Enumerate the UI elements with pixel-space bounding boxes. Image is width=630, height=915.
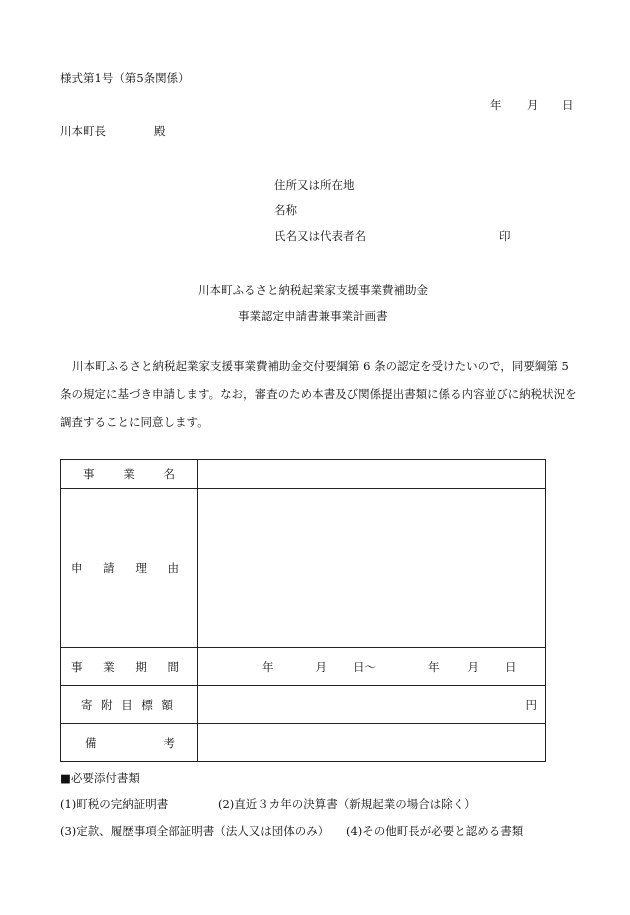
row-reason xyxy=(61,489,546,648)
row-remarks xyxy=(61,724,546,762)
period-end-year: 年 xyxy=(428,659,440,674)
period-start-year: 年 xyxy=(262,659,274,674)
label-char: 寄 xyxy=(81,697,93,712)
row-donation-target xyxy=(61,686,546,724)
date-year-label: 年 xyxy=(490,98,502,112)
label-char: 業 xyxy=(123,467,135,481)
label-char: 申 xyxy=(71,561,83,575)
label-char: 理 xyxy=(135,561,147,575)
attachment-item-2: (2)直近３カ年の決算書（新規起業の場合は除く） xyxy=(218,797,476,811)
honorific: 殿 xyxy=(154,124,166,138)
label-char: 由 xyxy=(167,561,179,575)
label-project-name xyxy=(61,460,198,489)
row-project-name xyxy=(61,460,546,489)
address-label: 住所又は所在地 xyxy=(274,178,355,192)
yen-unit: 円 xyxy=(525,697,537,712)
period-end-month: 月 xyxy=(467,659,479,674)
form-number: 様式第1号（第5条関係） xyxy=(60,71,190,85)
label-char: 考 xyxy=(163,735,175,750)
label-char: 名 xyxy=(163,467,175,481)
label-remarks xyxy=(61,724,198,762)
field-reason[interactable] xyxy=(198,489,546,648)
label-char: 目 xyxy=(121,697,133,712)
label-char: 事 xyxy=(83,467,95,481)
attachments-heading: ■必要添付書類 xyxy=(60,771,140,785)
field-donation-target[interactable] xyxy=(198,686,546,724)
application-table xyxy=(60,459,546,762)
label-reason xyxy=(61,489,198,648)
field-period[interactable] xyxy=(198,648,546,686)
date-day-label: 日 xyxy=(562,98,574,112)
row-period xyxy=(61,648,546,686)
addressee: 川本町長 xyxy=(60,124,106,138)
attachment-item-1: (1)町税の完納証明書 xyxy=(60,797,169,811)
label-char: 業 xyxy=(103,659,115,674)
date-month-label: 月 xyxy=(527,98,539,112)
label-char: 請 xyxy=(103,561,115,575)
name-label: 名称 xyxy=(274,203,297,217)
label-char: 間 xyxy=(167,659,179,674)
document-title-line2: 事業認定申請書兼事業計画書 xyxy=(238,309,388,323)
label-donation-target xyxy=(61,686,198,724)
attachment-item-4: (4)その他町長が必要と認める書類 xyxy=(346,824,524,838)
seal-mark: 印 xyxy=(499,229,511,243)
application-statement: 川本町ふるさと納税起業家支援事業費補助金交付要綱第 6 条の認定を受けたいので，同要綱第 5 条の規定に基づき申請します。なお，審査のため本書及び関係提出書類に係る内容並びに納税状況を調査することに同意します。 xyxy=(60,359,577,429)
label-char: 事 xyxy=(71,659,83,674)
field-project-name[interactable] xyxy=(198,460,546,489)
label-char: 額 xyxy=(161,697,173,712)
field-remarks[interactable] xyxy=(198,724,546,762)
representative-label: 氏名又は代表者名 xyxy=(274,229,366,243)
label-char: 備 xyxy=(85,735,97,750)
document-title-line1: 川本町ふるさと納税起業家支援事業費補助金 xyxy=(198,283,428,297)
label-char: 標 xyxy=(141,697,153,712)
label-period xyxy=(61,648,198,686)
period-end-day: 日 xyxy=(505,659,517,674)
attachment-item-3: (3)定款、履歴事項全部証明書（法人又は団体のみ） xyxy=(60,824,330,838)
period-start-month: 月 xyxy=(315,659,327,674)
label-char: 附 xyxy=(101,697,113,712)
period-start-day: 日～ xyxy=(353,659,376,674)
label-char: 期 xyxy=(135,659,147,674)
